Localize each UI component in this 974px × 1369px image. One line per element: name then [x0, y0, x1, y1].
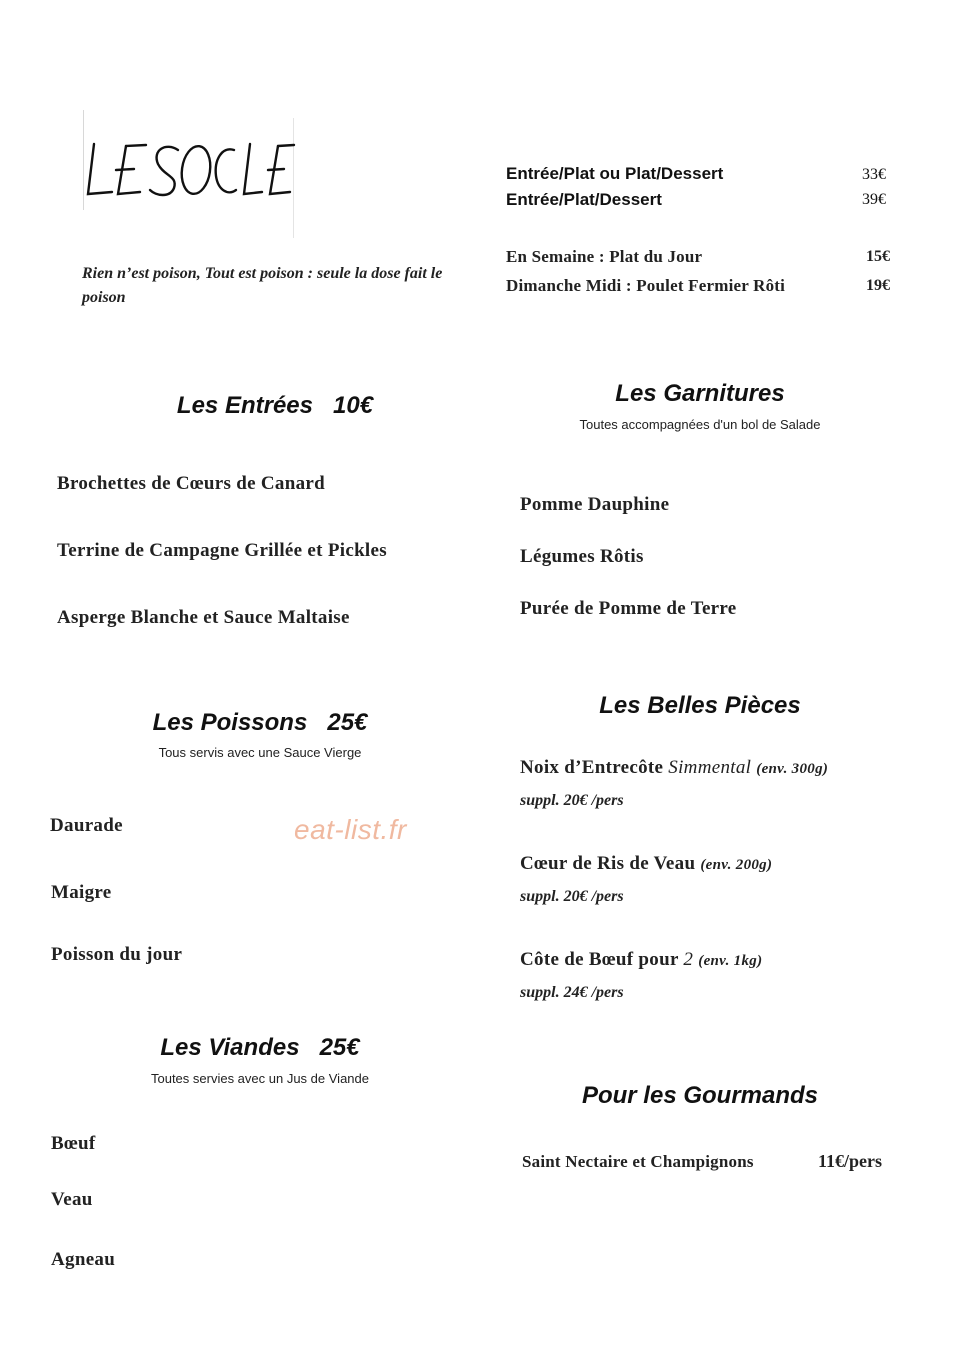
section-title-garnitures: Les Garnitures [615, 380, 785, 407]
menu-item: Légumes Rôtis [520, 546, 644, 567]
formula-price: 39€ [862, 191, 886, 208]
section-note: Toutes accompagnées d'un bol de Salade [579, 417, 821, 432]
tagline: Rien n’est poison, Tout est poison : seule la dose fait le poison [82, 265, 443, 306]
section-price: 25€ [319, 1034, 360, 1061]
item-name: Côte de Bœuf pour [520, 949, 679, 970]
item-weight: (env. 1kg) [698, 953, 763, 969]
menu-item: Daurade [50, 815, 123, 836]
section-title-belles-pieces: Les Belles Pièces [599, 692, 801, 719]
menu-item: Poisson du jour [51, 944, 183, 965]
menu-item [520, 949, 762, 971]
item-weight: (env. 200g) [700, 857, 773, 873]
item-supplement: suppl. 24€ /pers [520, 984, 624, 1001]
item-weight: (env. 300g) [756, 761, 829, 777]
item-price: 11€/pers [818, 1151, 883, 1171]
section-title-poissons [80, 709, 440, 737]
item-name: Cœur de Ris de Veau [520, 853, 696, 874]
menu-item: Pomme Dauphine [520, 494, 670, 515]
section-title: Les Poissons [152, 709, 308, 736]
section-title-viandes [80, 1034, 440, 1062]
menu-item: Purée de Pomme de Terre [520, 598, 737, 619]
item-supplement: suppl. 20€ /pers [520, 792, 624, 809]
daily-price: 15€ [866, 248, 890, 265]
daily-price: 19€ [866, 277, 890, 294]
section-note: Toutes servies avec un Jus de Viande [150, 1071, 369, 1086]
menu-item: Terrine de Campagne Grillée et Pickles [57, 540, 387, 561]
logo-frame-line [83, 110, 84, 210]
section-title-gourmands: Pour les Gourmands [581, 1082, 819, 1109]
menu-item: Maigre [51, 882, 112, 903]
logo-wordmark [86, 132, 296, 212]
section-title: Les Viandes [160, 1034, 300, 1061]
section-note: Tous servis avec une Sauce Vierge [158, 745, 362, 760]
item-name: Noix d’Entrecôte [520, 757, 664, 778]
section-title: Les Entrées [176, 392, 313, 419]
logo [86, 132, 296, 212]
item-name-italic: 2 [683, 949, 694, 970]
formula-label: Entrée/Plat ou Plat/Dessert [506, 164, 724, 183]
watermark: eat-list.fr [294, 814, 407, 845]
formula-price: 33€ [862, 166, 886, 183]
section-title-entrees [90, 392, 460, 420]
menu-item [520, 853, 772, 875]
menu-item: Bœuf [51, 1133, 96, 1154]
formula-label: Entrée/Plat/Dessert [506, 190, 662, 209]
item-supplement: suppl. 20€ /pers [520, 888, 624, 905]
daily-label: Dimanche Midi : Poulet Fermier Rôti [506, 276, 786, 295]
menu-item: Brochettes de Cœurs de Canard [57, 473, 326, 494]
section-price: 10€ [333, 392, 374, 419]
daily-label: En Semaine : Plat du Jour [506, 247, 703, 266]
menu-item: Saint Nectaire et Champignons [522, 1152, 754, 1171]
menu-item: Veau [51, 1189, 93, 1210]
item-name-italic: Simmental [668, 757, 752, 778]
section-price: 25€ [327, 709, 368, 736]
menu-item [520, 757, 828, 779]
menu-item: Agneau [51, 1249, 116, 1270]
menu-item: Asperge Blanche et Sauce Maltaise [57, 607, 350, 628]
